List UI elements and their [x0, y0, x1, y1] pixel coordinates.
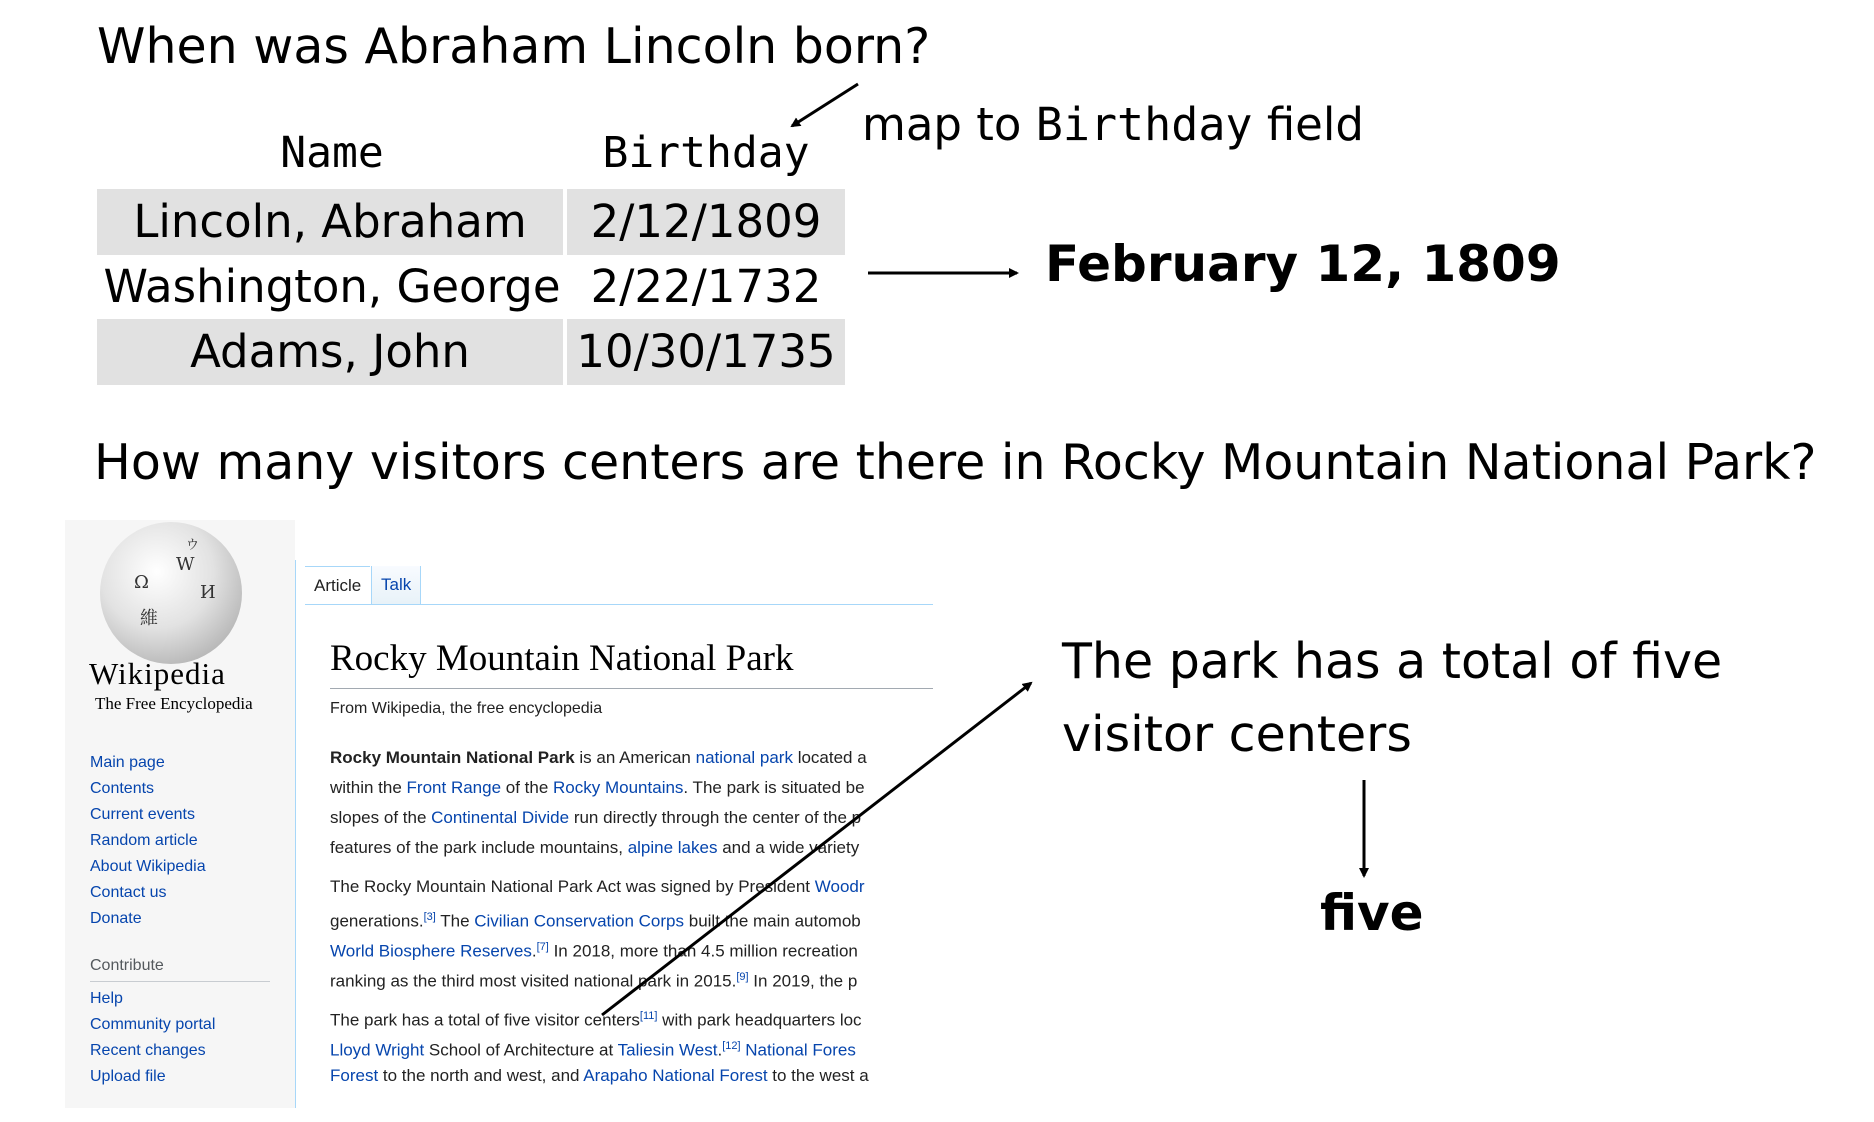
- citation[interactable]: [7]: [536, 941, 549, 953]
- citation[interactable]: [12]: [722, 1040, 741, 1052]
- nav-random-article[interactable]: Random article: [90, 832, 198, 849]
- tab-article[interactable]: Article: [305, 566, 370, 605]
- header-birthday: Birthday: [602, 128, 810, 178]
- paragraph-line: generations.[3] The Civilian Conservation Corps built the main automob: [330, 911, 861, 931]
- tab-talk[interactable]: Talk: [371, 566, 421, 604]
- nav-help[interactable]: Help: [90, 990, 123, 1007]
- citation[interactable]: [9]: [736, 971, 749, 983]
- article-title: Rocky Mountain National Park: [330, 638, 794, 679]
- wikipedia-globe-icon: Ω W И 維 ウ: [100, 522, 242, 664]
- nav-donate[interactable]: Donate: [90, 910, 142, 927]
- wiki-logo-sub: The Free Encyclopedia: [95, 694, 253, 713]
- cell-birthday: 10/30/1735: [567, 319, 845, 385]
- link-rocky-mountains[interactable]: Rocky Mountains: [553, 778, 684, 797]
- cell-name: Lincoln, Abraham: [97, 189, 563, 255]
- link-biosphere[interactable]: World Biosphere Reserves: [330, 941, 532, 961]
- arrow-sentence-to-extract: [602, 683, 1031, 1015]
- cell-birthday: 2/12/1809: [567, 189, 845, 255]
- answer-2: five: [1320, 884, 1424, 942]
- paragraph-line: Forest to the north and west, and Arapaho National Forest to the west a: [330, 1066, 869, 1085]
- link-alpine-lakes[interactable]: alpine lakes: [627, 838, 718, 857]
- nav-about-wikipedia[interactable]: About Wikipedia: [90, 858, 206, 875]
- paragraph-line: slopes of the Continental Divide run directly through the center of the p: [330, 808, 862, 827]
- link-front-range[interactable]: Front Range: [406, 778, 502, 797]
- cell-name: Adams, John: [97, 319, 563, 385]
- nav-recent-changes[interactable]: Recent changes: [90, 1042, 206, 1059]
- nav-contact-us[interactable]: Contact us: [90, 884, 167, 901]
- link-taliesin-west[interactable]: Taliesin West: [617, 1040, 718, 1060]
- paragraph-line: Rocky Mountain National Park is an American national park located a: [330, 748, 867, 767]
- paragraph-line: World Biosphere Reserves.[7] In 2018, more than 4.5 million recreation: [330, 941, 858, 961]
- arrow-to-birthday-field: [792, 84, 858, 126]
- paragraph-line: within the Front Range of the Rocky Mountains. The park is situated be: [330, 778, 865, 797]
- cell-birthday: 2/22/1732: [590, 260, 822, 313]
- paragraph-line: ranking as the third most visited national park in 2015.[9] In 2019, the p: [330, 971, 858, 991]
- link-arapaho[interactable]: Arapaho National Forest: [583, 1066, 768, 1085]
- annotation-prefix: map to: [862, 98, 1036, 151]
- nav-upload-file[interactable]: Upload file: [90, 1068, 166, 1085]
- nav-community-portal[interactable]: Community portal: [90, 1016, 216, 1033]
- citation[interactable]: [3]: [423, 911, 436, 923]
- extracted-sentence-line-1: The park has a total of five: [1062, 633, 1723, 690]
- link-forest[interactable]: Forest: [330, 1066, 379, 1085]
- cell-name: Washington, George: [103, 260, 561, 313]
- paragraph-line: Lloyd Wright School of Architecture at Taliesin West.[12] National Fores: [330, 1040, 856, 1060]
- annotation-field: Birthday: [1035, 98, 1253, 151]
- article-tagline: From Wikipedia, the free encyclopedia: [330, 700, 603, 717]
- extracted-sentence-line-2: visitor centers: [1062, 706, 1412, 763]
- link-lloyd-wright[interactable]: Lloyd Wright: [330, 1040, 425, 1060]
- nav-current-events[interactable]: Current events: [90, 806, 195, 823]
- header-name: Name: [280, 128, 384, 178]
- paragraph-line: The Rocky Mountain National Park Act was signed by President Woodr: [330, 877, 865, 896]
- annotation-suffix: field: [1252, 98, 1364, 151]
- question-2: How many visitors centers are there in Rocky Mountain National Park?: [94, 434, 1817, 491]
- question-1: When was Abraham Lincoln born?: [97, 18, 931, 75]
- nav-contents[interactable]: Contents: [90, 780, 155, 797]
- answer-1: February 12, 1809: [1045, 235, 1561, 293]
- citation[interactable]: [11]: [639, 1010, 658, 1022]
- link-woodrow[interactable]: Woodr: [814, 877, 865, 896]
- link-national-forest[interactable]: National Fores: [745, 1040, 856, 1060]
- wiki-logo-word: Wikipedia: [89, 656, 226, 691]
- link-continental-divide[interactable]: Continental Divide: [431, 808, 570, 827]
- link-ccc[interactable]: Civilian Conservation Corps: [474, 911, 685, 931]
- paragraph-line: features of the park include mountains, alpine lakes and a wide variety: [330, 838, 860, 857]
- paragraph-line-target: The park has a total of five visitor centers[11] with park headquarters loc: [330, 1010, 862, 1030]
- link-national-park[interactable]: national park: [695, 748, 793, 767]
- contribute-header: Contribute: [90, 957, 164, 974]
- nav-main-page[interactable]: Main page: [90, 754, 165, 771]
